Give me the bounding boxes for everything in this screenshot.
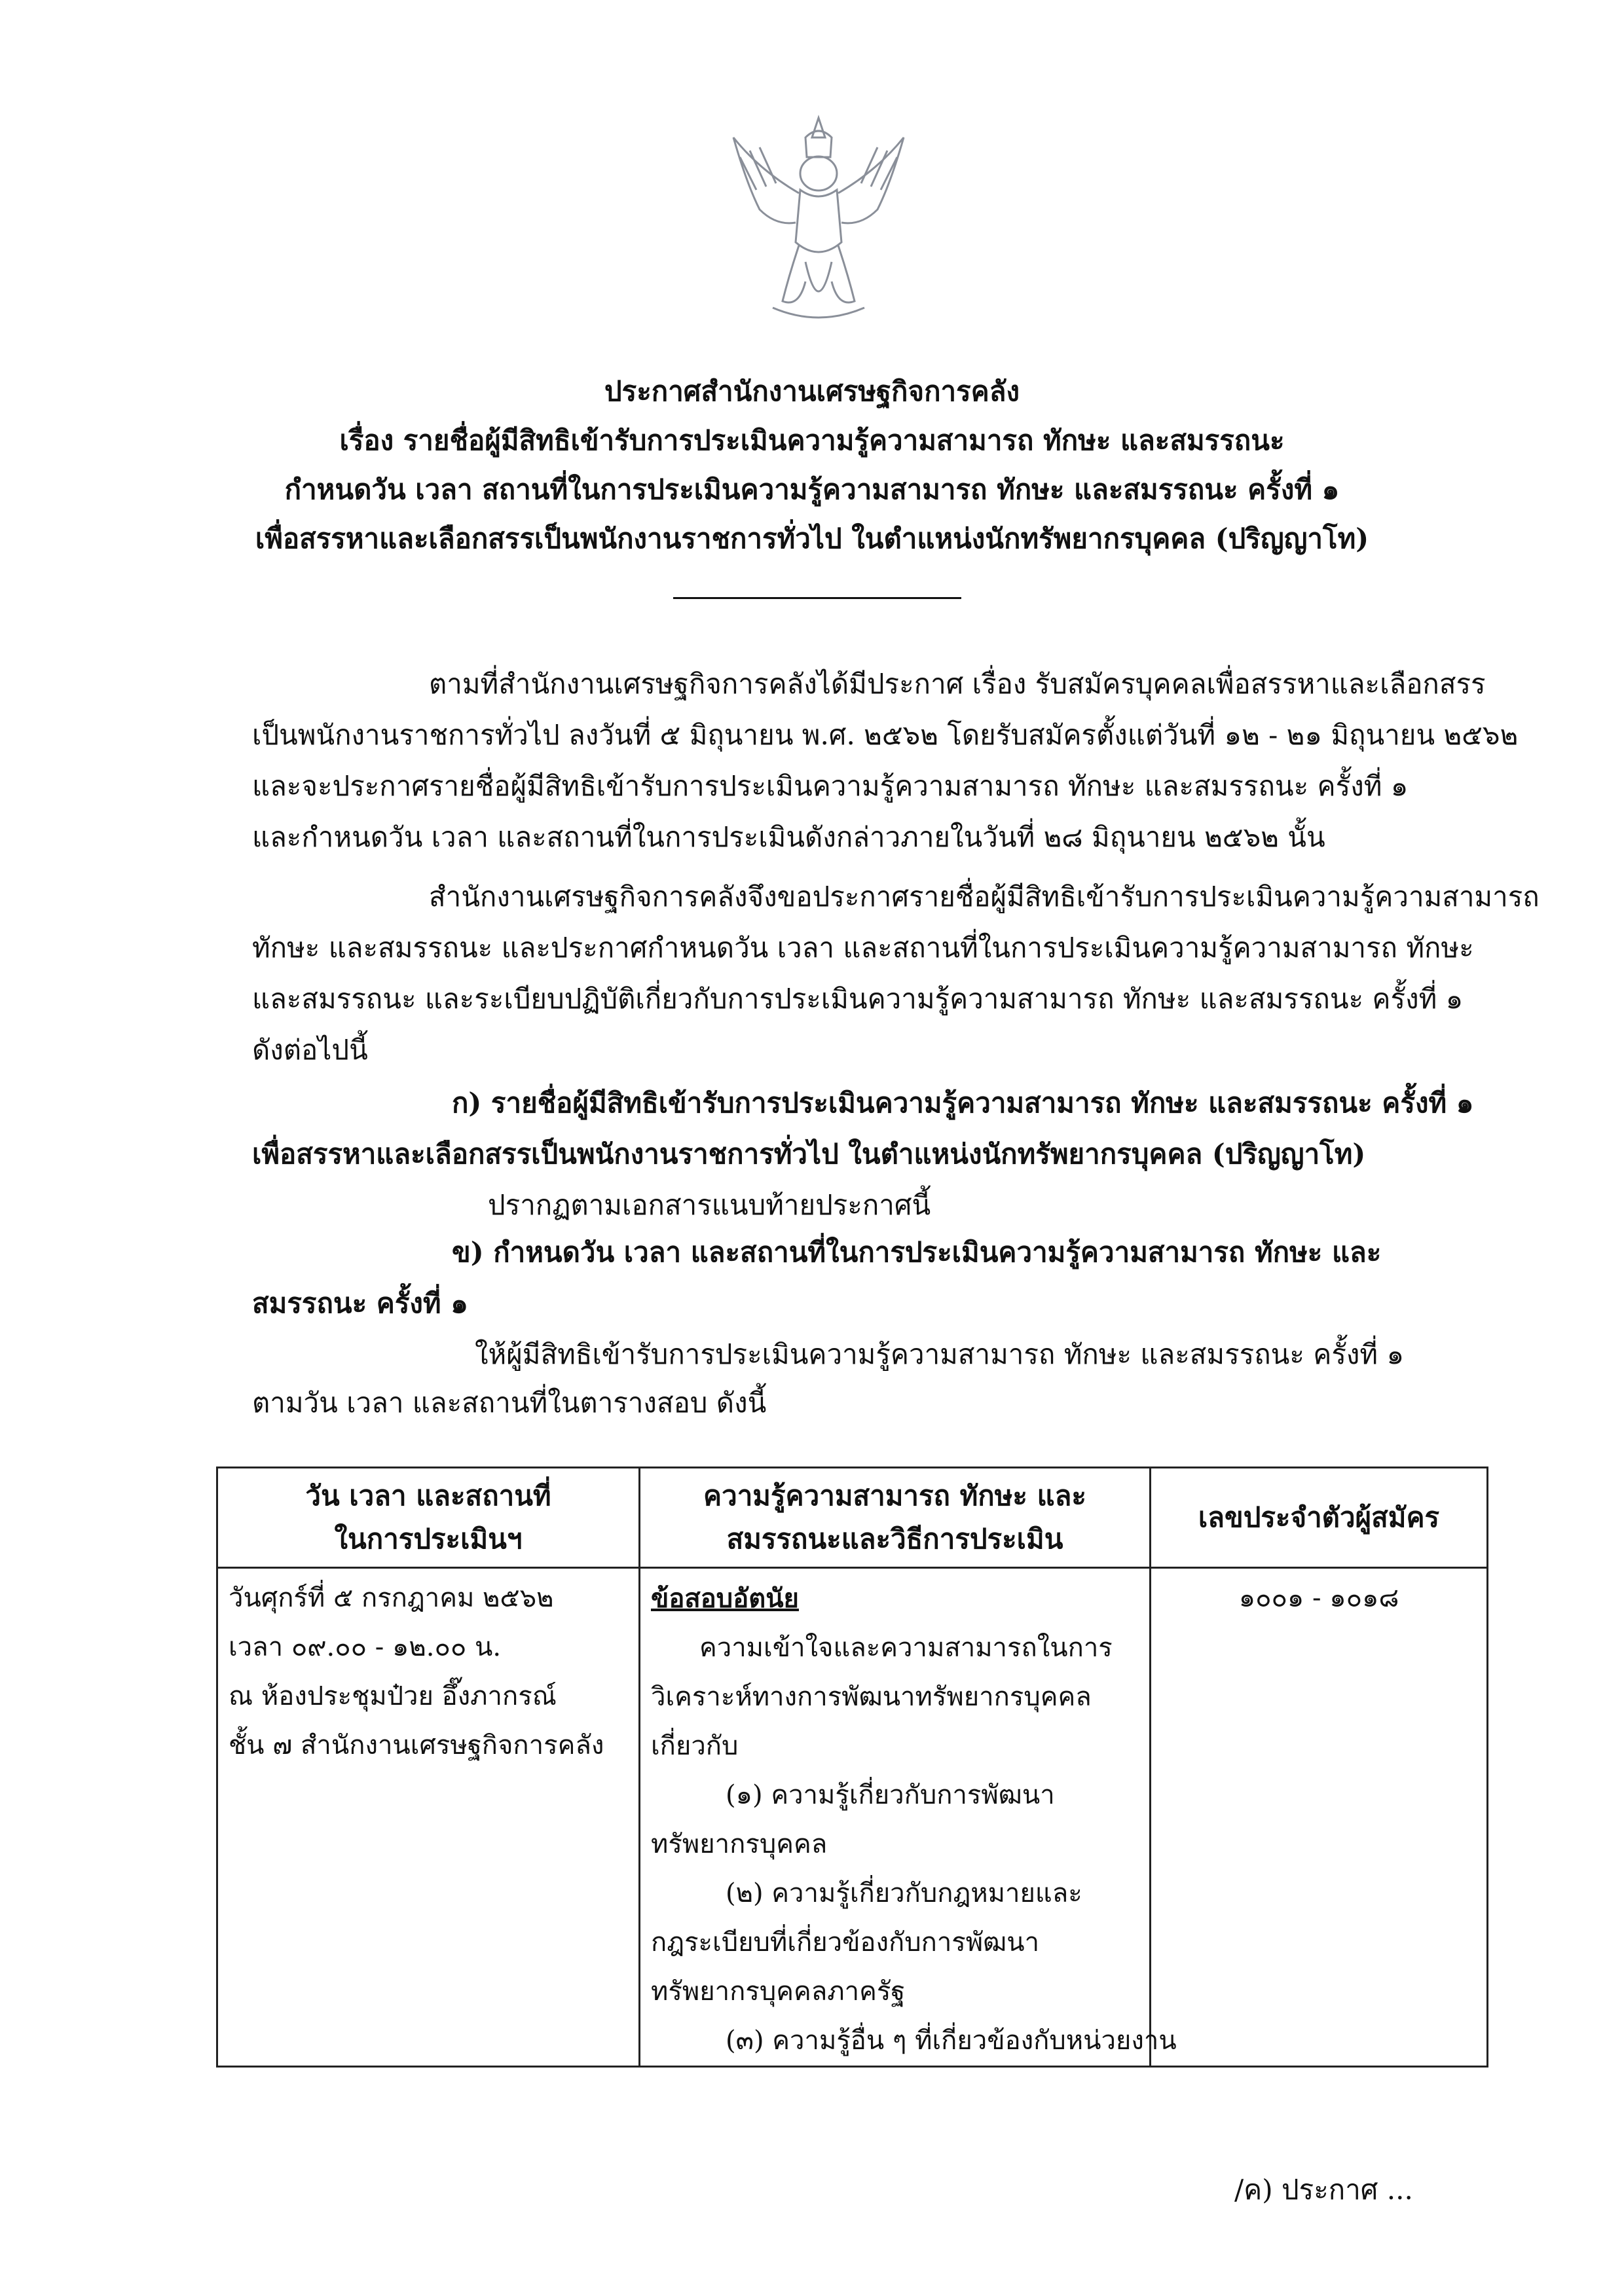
page-continuation: /ค) ประกาศ ...	[1234, 2174, 1413, 2206]
exam-type-label: ข้อสอบอัตนัย	[651, 1583, 799, 1614]
paragraph-1-line-4: และกำหนดวัน เวลา และสถานที่ในการประเมินดังกล่าวภายในวันที่ ๒๘ มิถุนายน ๒๕๖๒ นั้น	[252, 821, 1325, 853]
section-a-line-2: เพื่อสรรหาและเลือกสรรเป็นพนักงานราชการทั่วไป ในตำแหน่งนักทรัพยากรบุคคล (ปริญญาโท)	[252, 1138, 1366, 1170]
garuda-emblem-icon	[720, 111, 917, 334]
section-b-line-4: ตามวัน เวลา และสถานที่ในตารางสอบ ดังนี้	[252, 1387, 767, 1419]
paragraph-2-line-1: สำนักงานเศรษฐกิจการคลังจึงขอประกาศรายชื่อผู้มีสิทธิเข้ารับการประเมินความรู้ความสามารถ	[429, 881, 1540, 913]
paragraph-2-line-4: ดังต่อไปนี้	[252, 1034, 368, 1066]
table-header-row	[217, 1468, 1488, 1568]
cell-applicant-id: ๑๐๐๑ - ๑๐๑๘	[1151, 1568, 1488, 2067]
announcement-title: ประกาศสำนักงานเศรษฐกิจการคลัง	[604, 375, 1020, 407]
header-applicant-id: เลขประจำตัวผู้สมัคร	[1151, 1468, 1488, 1568]
paragraph-1-line-3: และจะประกาศรายชื่อผู้มีสิทธิเข้ารับการประเมินความรู้ความสามารถ ทักษะ และสมรรถนะ ครั้งที่ ๑	[252, 770, 1409, 802]
paragraph-2-line-2: ทักษะ และสมรรถนะ และประกาศกำหนดวัน เวลา และสถานที่ในการประเมินความรู้ความสามารถ ทักษะ	[252, 932, 1474, 964]
cell-competency-method: ข้อสอบอัตนัย ความเข้าใจและความสามารถในการ วิเคราะห์ทางการพัฒนาทรัพยากรบุคคล เกี่ยวกับ (๑) ความรู้เกี่ยวกับการพัฒนา ทรัพยากรบุคคล (๒) ความรู้เกี่ยวกับกฎหมายและ กฎระเบียบที่เกี่ยวข้องกับการพัฒนา ทรัพยากรบุคคลภาครัฐ (๓) ความรู้อื่น ๆ ที่เกี่ยวข้องกับหน่วยงาน	[640, 1568, 1151, 2067]
subject-line-2: กำหนดวัน เวลา สถานที่ในการประเมินความรู้ความสามารถ ทักษะ และสมรรถนะ ครั้งที่ ๑	[284, 473, 1340, 505]
paragraph-1-line-1: ตามที่สำนักงานเศรษฐกิจการคลังได้มีประกาศ เรื่อง รับสมัครบุคคลเพื่อสรรหาและเลือกสรร	[429, 668, 1486, 700]
exam-schedule-table	[216, 1467, 1488, 2068]
section-a-heading: ก) รายชื่อผู้มีสิทธิเข้ารับการประเมินความรู้ความสามารถ ทักษะ และสมรรถนะ ครั้งที่ ๑	[452, 1087, 1474, 1119]
paragraph-2-line-3: และสมรรถนะ และระเบียบปฏิบัติเกี่ยวกับการประเมินความรู้ความสามารถ ทักษะ และสมรรถนะ ครั้งที่ ๑	[252, 983, 1464, 1015]
header-date-place: วัน เวลา และสถานที่ ในการประเมินฯ	[217, 1468, 640, 1568]
section-b-line-2: สมรรถนะ ครั้งที่ ๑	[252, 1287, 468, 1319]
paragraph-1-line-2: เป็นพนักงานราชการทั่วไป ลงวันที่ ๕ มิถุนายน พ.ศ. ๒๕๖๒ โดยรับสมัครตั้งแต่วันที่ ๑๒ - ๒๑ มิถุนายน ๒๕๖๒	[252, 719, 1519, 751]
section-b-line-3: ให้ผู้มีสิทธิเข้ารับการประเมินความรู้ความสามารถ ทักษะ และสมรรถนะ ครั้งที่ ๑	[475, 1338, 1405, 1370]
title-divider	[673, 597, 961, 599]
cell-date-place: วันศุกร์ที่ ๕ กรกฎาคม ๒๕๖๒ เวลา ๐๙.๐๐ - ๑๒.๐๐ น. ณ ห้องประชุมป๋วย อึ๊งภากรณ์ ชั้น ๗ สำนักงานเศรษฐกิจการคลัง	[217, 1568, 640, 2067]
section-b-heading: ข) กำหนดวัน เวลา และสถานที่ในการประเมินความรู้ความสามารถ ทักษะ และ	[452, 1236, 1382, 1268]
header-competency-method: ความรู้ความสามารถ ทักษะ และ สมรรถนะและวิธีการประเมิน	[640, 1468, 1151, 1568]
subject-line-1: เรื่อง รายชื่อผู้มีสิทธิเข้ารับการประเมินความรู้ความสามารถ ทักษะ และสมรรถนะ	[339, 424, 1285, 456]
table-row	[217, 1568, 1488, 2067]
subject-line-3: เพื่อสรรหาและเลือกสรรเป็นพนักงานราชการทั่วไป ในตำแหน่งนักทรัพยากรบุคคล (ปริญญาโท)	[255, 522, 1369, 555]
section-a-line-3: ปรากฏตามเอกสารแนบท้ายประกาศนี้	[488, 1189, 931, 1221]
